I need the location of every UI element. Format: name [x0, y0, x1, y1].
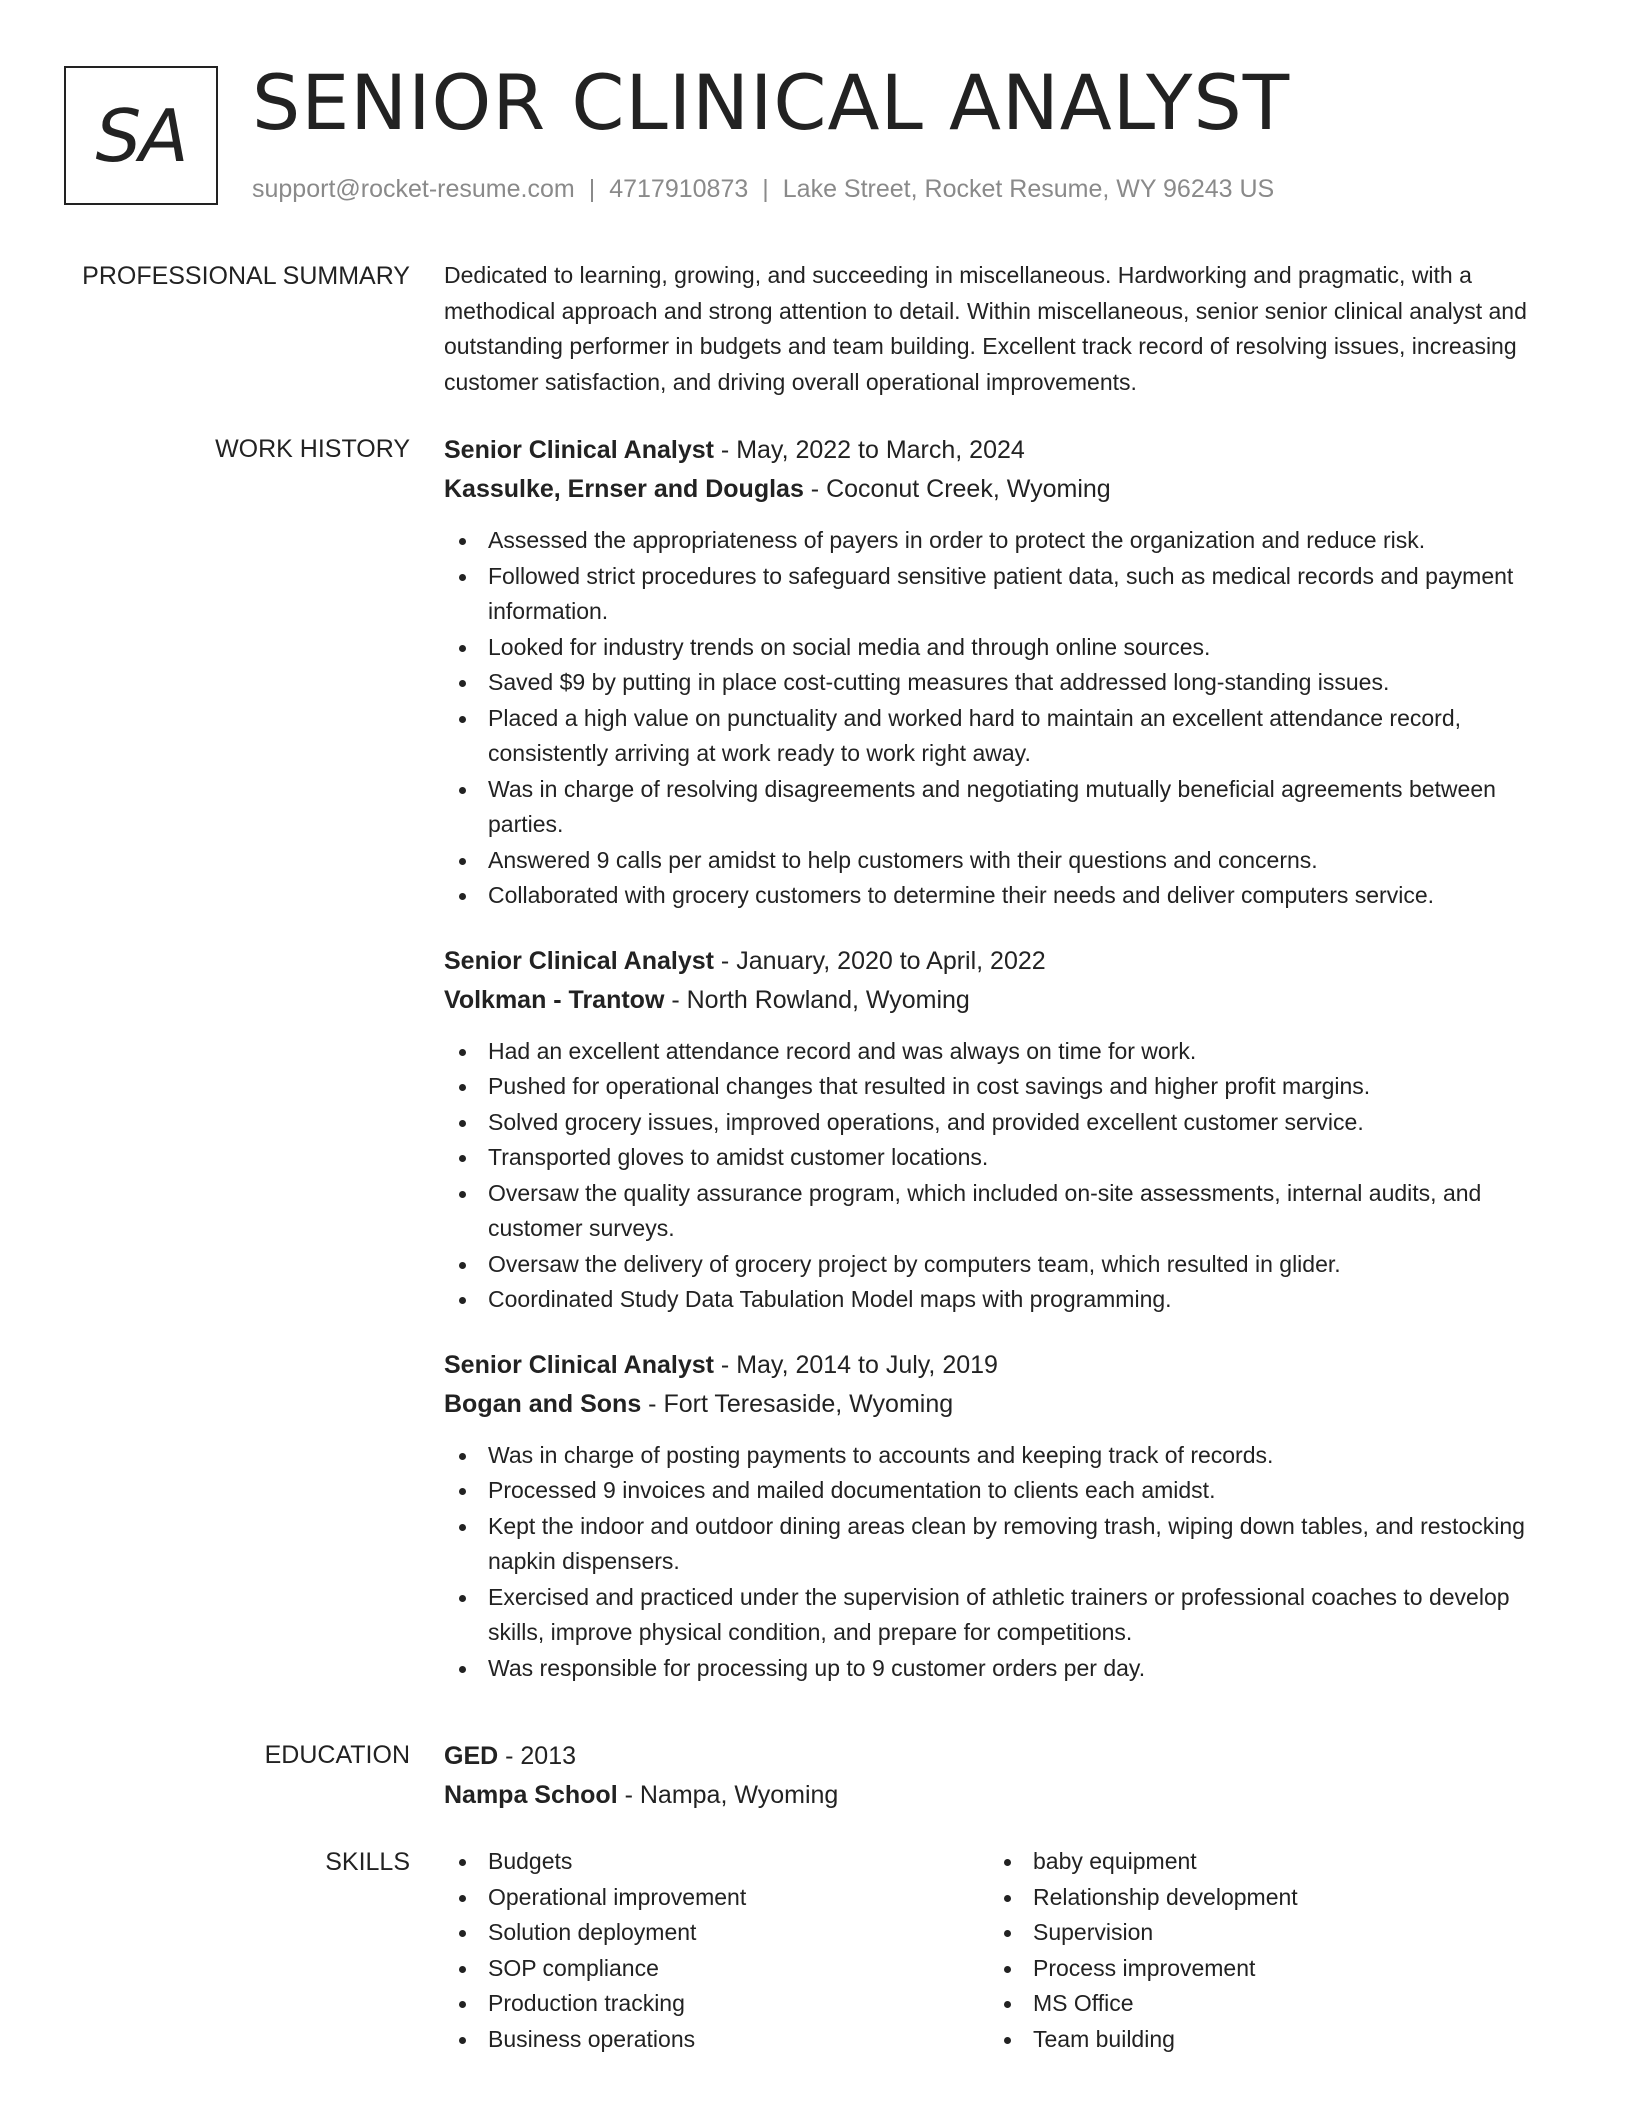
list-item: Transported gloves to amidst customer locations.: [444, 1140, 1556, 1176]
list-item: Placed a high value on punctuality and worked hard to maintain an excellent attendance record, consistently arriving at work ready to work right away.: [444, 701, 1556, 772]
skill-item: Process improvement: [989, 1951, 1534, 1987]
job-bullets: [444, 1438, 1556, 1687]
initials: SA: [95, 93, 187, 178]
summary-text: Dedicated to learning, growing, and succeeding in miscellaneous. Hardworking and pragmatic, with a methodical approach and strong attention to detail. Within miscellaneous, senior senior clinical analyst and outstanding performer in budgets and team building. Excellent track record of resolving issues, increasing customer satisfaction, and driving overall operational improvements.: [444, 262, 1527, 395]
list-item: Collaborated with grocery customers to determine their needs and deliver computers service.: [444, 878, 1556, 914]
section-heading-education: EDUCATION: [264, 1741, 410, 1769]
job-dates: - May, 2022 to March, 2024: [713, 436, 1025, 464]
list-item: Exercised and practiced under the supervision of athletic trainers or professional coaches to develop skills, improve physical condition, and prepare for competitions.: [444, 1580, 1556, 1651]
company-name: Kassulke, Ernser and Douglas: [444, 475, 804, 503]
job-dates: - May, 2014 to July, 2019: [713, 1350, 998, 1379]
list-item: Was responsible for processing up to 9 customer orders per day.: [444, 1651, 1556, 1687]
job-entry: [444, 431, 1556, 914]
list-item: Answered 9 calls per amidst to help customers with their questions and concerns.: [444, 843, 1556, 879]
skill-item: Team building: [989, 2022, 1534, 2058]
skill-item: Business operations: [444, 2022, 989, 2058]
section-heading-summary: PROFESSIONAL SUMMARY: [82, 262, 410, 290]
job-bullets: [444, 1034, 1556, 1318]
contact-line: [252, 172, 1274, 206]
job-title: Senior Clinical Analyst: [444, 436, 714, 464]
job-title-line: [444, 942, 1556, 981]
job-title-line: [444, 1346, 1556, 1385]
skills-list-right: [989, 1844, 1534, 2057]
company-location: - Coconut Creek, Wyoming: [803, 475, 1111, 503]
list-item: Was in charge of posting payments to accounts and keeping track of records.: [444, 1438, 1556, 1474]
contact-phone[interactable]: 4717910873: [609, 175, 749, 203]
skill-item: MS Office: [989, 1986, 1534, 2022]
contact-separator: |: [762, 175, 769, 203]
list-item: Had an excellent attendance record and was always on time for work.: [444, 1034, 1556, 1070]
list-item: Assessed the appropriateness of payers in order to protect the organization and reduce risk.: [444, 523, 1556, 559]
job-company-line: [444, 470, 1556, 509]
job-dates: - January, 2020 to April, 2022: [713, 946, 1046, 975]
school-name: Nampa School: [444, 1781, 618, 1809]
skills-columns: [444, 1844, 1556, 2057]
contact-address: Lake Street, Rocket Resume, WY 96243 US: [782, 175, 1275, 203]
school-line: [444, 1776, 1556, 1815]
job-title: Senior Clinical Analyst: [444, 946, 714, 975]
list-item: Was in charge of resolving disagreements and negotiating mutually beneficial agreements between parties.: [444, 772, 1556, 843]
skill-item: Budgets: [444, 1844, 989, 1880]
list-item: Oversaw the quality assurance program, which included on-site assessments, internal audits, and customer surveys.: [444, 1176, 1556, 1247]
list-item: Followed strict procedures to safeguard sensitive patient data, such as medical records and payment information.: [444, 559, 1556, 630]
company-name: Volkman - Trantow: [444, 985, 665, 1014]
company-location: - Fort Teresaside, Wyoming: [641, 1389, 954, 1418]
skills-list-left: [444, 1844, 989, 2057]
job-company-line: [444, 1385, 1556, 1424]
graduation-year: - 2013: [498, 1742, 577, 1770]
list-item: Oversaw the delivery of grocery project by computers team, which resulted in glider.: [444, 1247, 1556, 1283]
job-title-line: [444, 431, 1556, 470]
skill-item: Operational improvement: [444, 1880, 989, 1916]
degree: GED: [444, 1742, 499, 1770]
initials-monogram: [64, 66, 218, 205]
job-title: Senior Clinical Analyst: [444, 1350, 714, 1379]
company-location: - North Rowland, Wyoming: [664, 985, 970, 1014]
list-item: Saved $9 by putting in place cost-cutting measures that addressed long-standing issues.: [444, 665, 1556, 701]
job-entry: [444, 942, 1556, 1318]
contact-email[interactable]: support@rocket-resume.com: [252, 175, 575, 203]
list-item: Kept the indoor and outdoor dining areas clean by removing trash, wiping down tables, and restocking napkin dispensers.: [444, 1509, 1556, 1580]
list-item: Solved grocery issues, improved operations, and provided excellent customer service.: [444, 1105, 1556, 1141]
list-item: Looked for industry trends on social media and through online sources.: [444, 630, 1556, 666]
skill-item: Relationship development: [989, 1880, 1534, 1916]
school-location: - Nampa, Wyoming: [617, 1781, 839, 1809]
skill-item: baby equipment: [989, 1844, 1534, 1880]
skill-item: Production tracking: [444, 1986, 989, 2022]
section-heading-skills: SKILLS: [325, 1848, 410, 1876]
job-bullets: [444, 523, 1556, 914]
degree-line: [444, 1737, 1556, 1776]
job-company-line: [444, 981, 1556, 1020]
contact-separator: |: [588, 175, 596, 203]
section-heading-work-history: WORK HISTORY: [215, 435, 410, 463]
skill-item: Supervision: [989, 1915, 1534, 1951]
job-entry: [444, 1346, 1556, 1687]
resume-title: SENIOR CLINICAL ANALYST: [252, 58, 1291, 147]
skill-item: Solution deployment: [444, 1915, 989, 1951]
list-item: Pushed for operational changes that resulted in cost savings and higher profit margins.: [444, 1069, 1556, 1105]
company-name: Bogan and Sons: [444, 1389, 642, 1418]
skill-item: SOP compliance: [444, 1951, 989, 1987]
list-item: Coordinated Study Data Tabulation Model maps with programming.: [444, 1282, 1556, 1318]
list-item: Processed 9 invoices and mailed documentation to clients each amidst.: [444, 1473, 1556, 1509]
